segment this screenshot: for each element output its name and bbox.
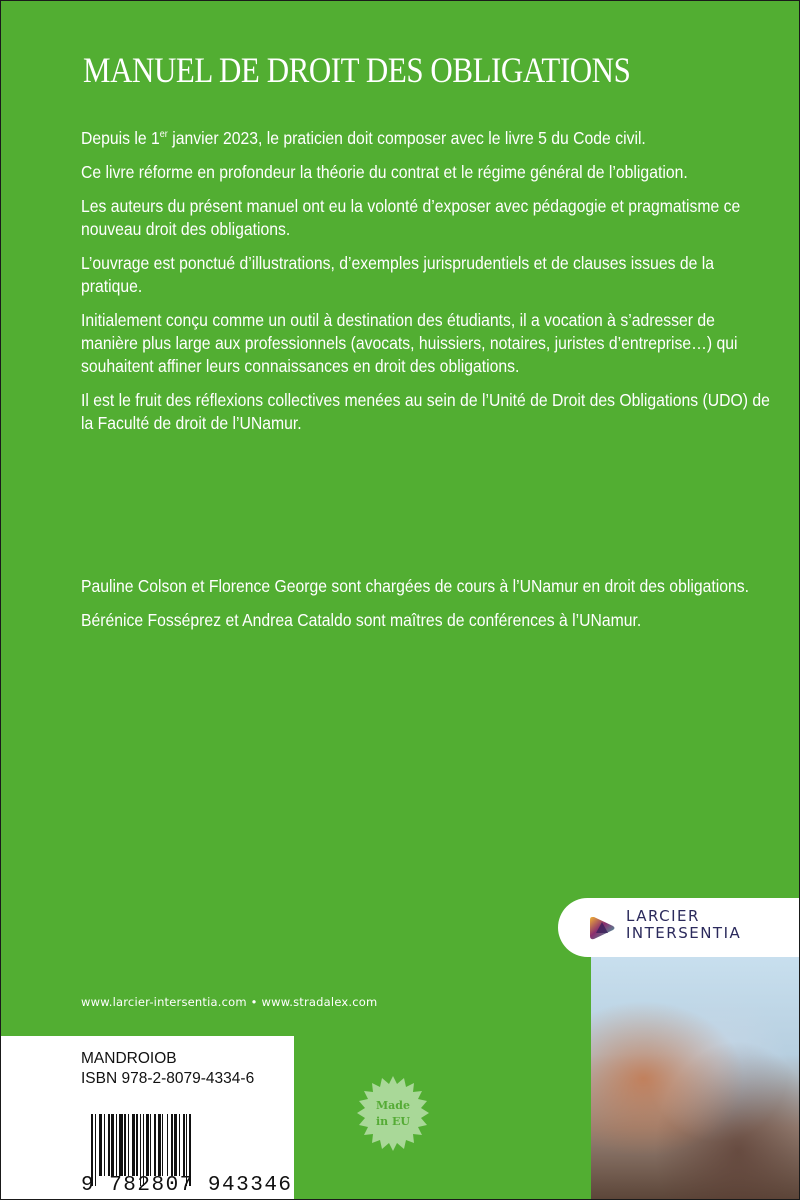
blurb-paragraph-3: Les auteurs du présent manuel ont eu la volonté d’exposer avec pédagogie et pragmatisme ce nouveau droit des obligations. (81, 196, 741, 239)
publisher-name-line1: LARCIER (626, 907, 700, 925)
book-title: MANUEL DE DROIT DES OBLIGATIONS (83, 50, 631, 90)
barcode-digits: 9 782807 943346 (81, 1174, 293, 1197)
made-in-eu-label (353, 1098, 433, 1130)
blurb (81, 127, 771, 446)
author-bio-2: Bérénice Fosséprez et Andrea Cataldo sont maîtres de conférences à l’UNamur. (81, 610, 642, 630)
author-bio-1: Pauline Colson et Florence George sont chargées de cours à l’UNamur en droit des obligations. (81, 576, 749, 596)
ordinal-superscript: er (159, 129, 168, 141)
blurb-text: janvier 2023, le praticien doit composer avec le livre 5 du Code civil. (167, 128, 646, 148)
triangle-play-icon (588, 914, 616, 942)
publisher-websites: www.larcier-intersentia.com • www.stradalex.com (81, 995, 378, 1009)
blurb-paragraph-6: Il est le fruit des réflexions collectives menées au sein de l’Unité de Droit des Obligations (UDO) de la Faculté de droit de l’UNamur. (81, 390, 770, 433)
made-in-eu-badge (353, 1074, 433, 1154)
blurb-paragraph-2: Ce livre réforme en profondeur la théorie du contrat et le régime général de l’obligation. (81, 162, 688, 182)
blurb-paragraph-4: L’ouvrage est ponctué d’illustrations, d’exemples jurisprudentiels et de clauses issues de la pratique. (81, 253, 714, 296)
badge-line-2: in EU (376, 1115, 410, 1128)
blurb-paragraph-1 (81, 127, 770, 150)
publisher-name (626, 908, 741, 942)
blurb-paragraph-5: Initialement conçu comme un outil à destination des étudiants, il a vocation à s’adresser de manière plus large aux professionnels (avocats, huissiers, notaires, juristes d’entreprise…) qui souhaitent affiner leurs connaissances en droit des obligations. (81, 310, 738, 376)
barcode-panel (1, 1036, 294, 1199)
book-back-cover (1, 1, 799, 1199)
crowd-photo (591, 957, 799, 1199)
author-bios (81, 575, 771, 643)
badge-line-1: Made (376, 1099, 410, 1112)
publisher-logo (558, 898, 799, 957)
product-code: MANDROIOB (81, 1050, 177, 1067)
publisher-name-line2: INTERSENTIA (626, 924, 742, 942)
blurb-text: Depuis le 1 (81, 128, 160, 148)
isbn: ISBN 978-2-8079-4334-6 (81, 1070, 255, 1087)
